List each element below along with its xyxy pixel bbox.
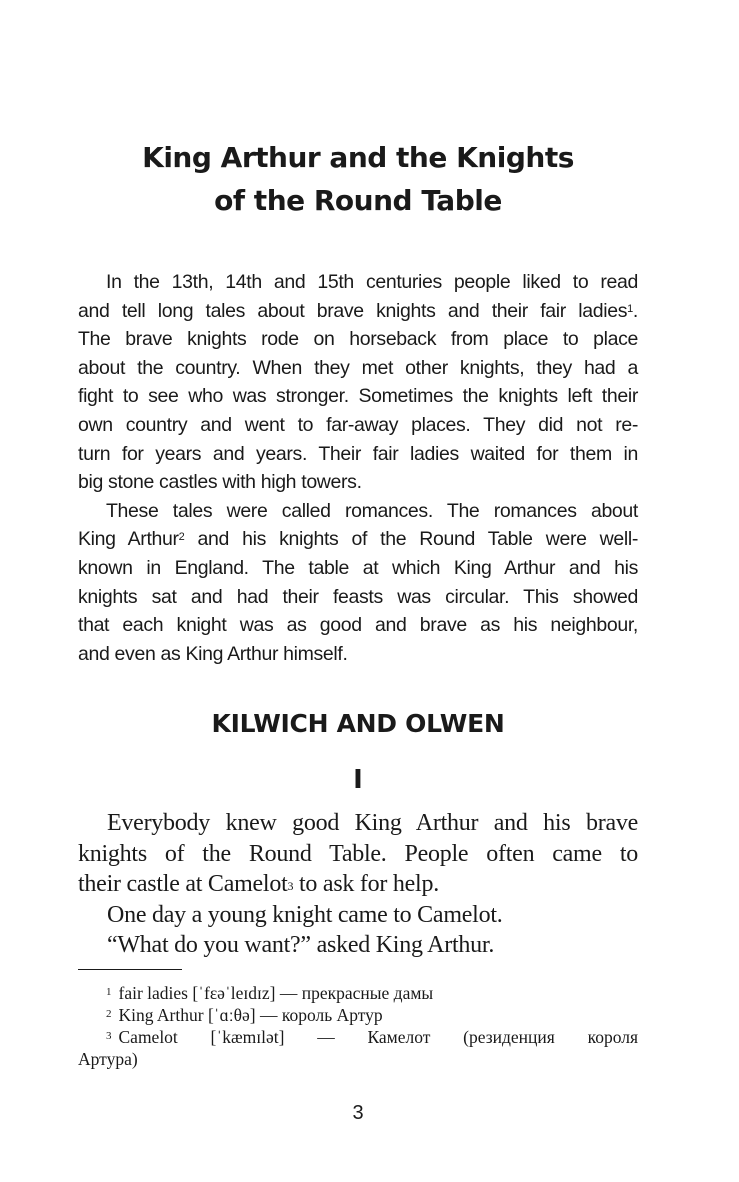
intro-line: about the country. When they met other knights, they had a xyxy=(78,356,638,379)
intro-line: and tell long tales about brave knights and their fair ladies$^1$. xyxy=(78,299,638,322)
intro-line: own country and went to far-away places. They did not re- xyxy=(78,413,638,436)
chapter-title: KILWICH AND OLWEN xyxy=(211,709,505,738)
footnote: $^2$ King Arthur [ˈɑːθə] — король Артур xyxy=(106,1005,383,1025)
story-line: their castle at Camelot$^3$ to ask for help. xyxy=(78,871,439,897)
intro-line: big stone castles with high towers. xyxy=(78,471,362,494)
story-line: “What do you want?” asked King Arthur. xyxy=(107,932,495,958)
intro-line: turn for years and years. Their fair ladies waited for them in xyxy=(78,442,638,465)
footnote-ref: 3 xyxy=(287,879,294,893)
intro-line: The brave knights rode on horseback from place to place xyxy=(78,328,638,351)
footnote-ref: 1 xyxy=(627,302,633,315)
intro-line: These tales were called romances. The romances about xyxy=(106,499,638,522)
intro-line: that each knight was as good and brave as his neighbour, xyxy=(78,614,638,637)
intro-line: In the 13th, 14th and 15th centuries people liked to read xyxy=(106,271,638,293)
footnote: $^3$ Camelot [ˈkæmɪlət] — Камелот (резиденция короля xyxy=(106,1027,638,1047)
footnote: $^1$ fair ladies [ˈfɛəˈleɪdɪz] — прекрасные дамы xyxy=(106,983,434,1003)
story-line: knights of the Round Table. People often came to xyxy=(78,840,638,867)
intro-text xyxy=(78,268,638,668)
title-line-1: King Arthur and the Knights xyxy=(142,141,574,174)
intro-line: King Arthur$^2$ and his knights of the Round Table were well- xyxy=(78,528,639,551)
page-number: 3 xyxy=(352,1102,364,1124)
intro-line: fight to see who was stronger. Sometimes the knights left their xyxy=(78,385,638,408)
title-line-2: of the Round Table xyxy=(214,184,502,217)
footnote-continuation: Артура) xyxy=(78,1049,138,1069)
footnote-ref: 2 xyxy=(178,531,185,544)
intro-line: known in England. The table at which King Arthur and his xyxy=(78,556,638,579)
page-title xyxy=(78,136,638,222)
footnote-divider xyxy=(78,969,182,970)
footnotes xyxy=(78,982,638,1070)
story-line: One day a young knight came to Camelot. xyxy=(107,901,503,928)
intro-line: knights sat and had their feasts was circular. This showed xyxy=(78,585,638,608)
footnote-number: 3 xyxy=(106,1030,112,1042)
story-line: Everybody knew good King Arthur and his brave xyxy=(107,810,638,836)
footnote-number: 1 xyxy=(106,986,112,998)
story-text xyxy=(78,808,638,961)
part-number: I xyxy=(353,765,363,795)
footnote-number: 2 xyxy=(106,1008,112,1020)
intro-line: and even as King Arthur himself. xyxy=(78,642,348,665)
